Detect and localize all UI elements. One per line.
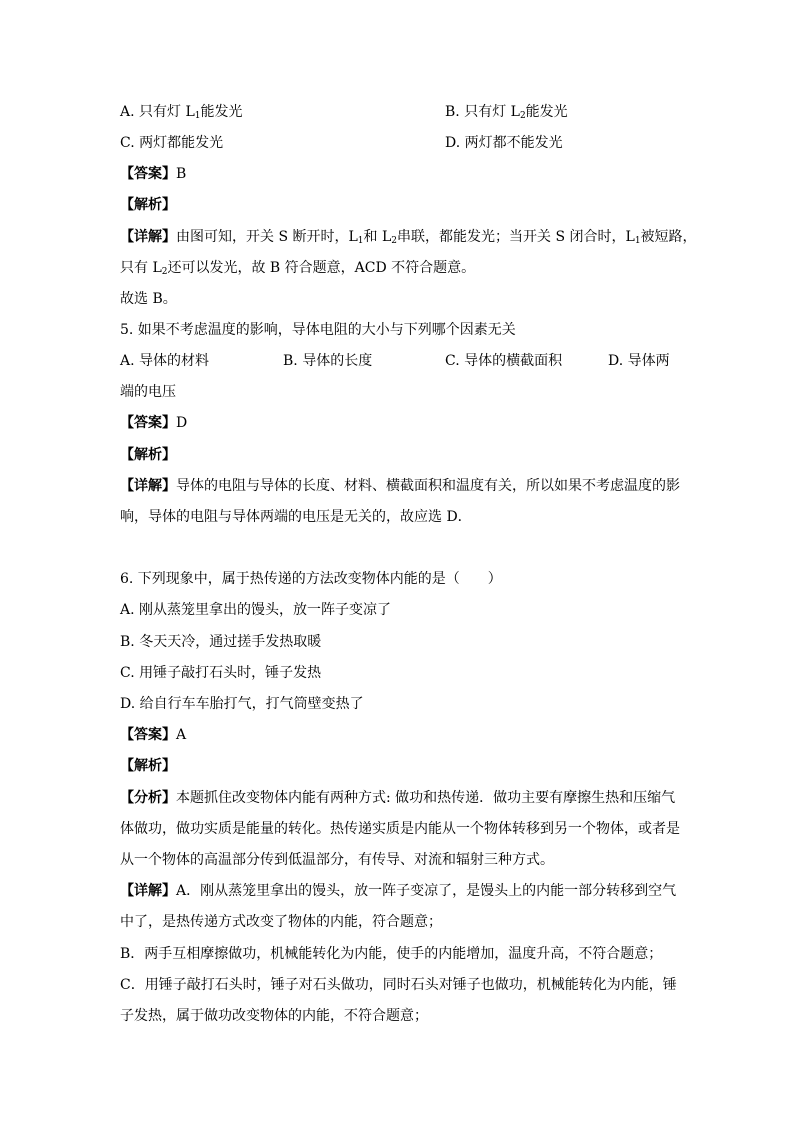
q6-analysis bbox=[120, 757, 176, 775]
q4-detail-line-2 bbox=[120, 259, 475, 277]
q4-detail-sub: 1 bbox=[634, 236, 641, 246]
q5-option-b: B. 导体的长度 bbox=[283, 353, 373, 369]
q5-analysis bbox=[120, 446, 176, 464]
q4-option-a bbox=[120, 103, 243, 121]
q6-detail-line-1 bbox=[120, 882, 676, 900]
q4-option-b-sub: 2 bbox=[519, 111, 526, 121]
q6-question: 6. 下列现象中，属于热传递的方法改变物体内能的是（ ） bbox=[120, 571, 502, 587]
q4-detail-text: 和 L bbox=[363, 229, 392, 245]
q4-option-b bbox=[445, 103, 568, 121]
fenxi-tag: 【分析】 bbox=[120, 790, 176, 806]
q4-option-b-text: B. 只有灯 L bbox=[445, 104, 520, 120]
q5-option-c: C. 导体的横截面积 bbox=[445, 353, 563, 369]
analysis-tag: 【解析】 bbox=[120, 197, 176, 213]
q4-detail-text: 串联，都能发光；当开关 S 闭合时，L bbox=[397, 229, 635, 245]
q4-option-b-suffix: 能发光 bbox=[525, 104, 568, 120]
q4-answer bbox=[120, 165, 186, 183]
q4-conclusion: 故选 B。 bbox=[120, 291, 177, 307]
q6-detail-line-5: 子发热，属于做功改变物体的内能，不符合题意； bbox=[120, 1008, 428, 1024]
q5-question: 5. 如果不考虑温度的影响，导体电阻的大小与下列哪个因素无关 bbox=[120, 322, 516, 338]
answer-value: B bbox=[176, 166, 187, 182]
q6-option-a: A. 刚从蒸笼里拿出的馒头，放一阵子变凉了 bbox=[120, 602, 392, 618]
q4-detail-text: 只有 L bbox=[120, 260, 162, 276]
q4-detail-text: 被短路， bbox=[640, 229, 697, 245]
q4-option-a-suffix: 能发光 bbox=[200, 104, 243, 120]
q4-option-a-text: A. 只有灯 L bbox=[120, 104, 195, 120]
analysis-tag: 【解析】 bbox=[120, 758, 176, 774]
q6-fenxi-text: 本题抓住改变物体内能有两种方式: 做功和热传递．做功主要有摩擦生热和压缩气 bbox=[176, 790, 676, 806]
q5-detail-line-1 bbox=[120, 477, 680, 495]
answer-value: D bbox=[176, 415, 188, 431]
analysis-tag: 【解析】 bbox=[120, 447, 176, 463]
detail-tag: 【详解】 bbox=[120, 229, 176, 245]
q4-option-a-sub: 1 bbox=[194, 111, 201, 121]
q6-option-b: B. 冬天天冷，通过搓手发热取暖 bbox=[120, 634, 322, 650]
q5-answer bbox=[120, 414, 187, 432]
answer-value: A bbox=[176, 727, 187, 743]
q4-detail-sub: 1 bbox=[357, 236, 364, 246]
q4-option-d: D. 两灯都不能发光 bbox=[445, 135, 563, 151]
answer-tag: 【答案】 bbox=[120, 727, 176, 743]
q4-detail-sub: 2 bbox=[161, 267, 168, 277]
q4-detail-line-1 bbox=[120, 228, 697, 246]
q6-option-c: C. 用锤子敲打石头时，锤子发热 bbox=[120, 665, 322, 681]
detail-tag: 【详解】 bbox=[120, 478, 176, 494]
q6-option-d: D. 给自行车车胎打气，打气筒壁变热了 bbox=[120, 696, 364, 712]
q6-fenxi-line-2: 体做功，做功实质是能量的转化。热传递实质是内能从一个物体转移到另一个物体，或者是 bbox=[120, 821, 680, 837]
q6-answer bbox=[120, 726, 186, 744]
q6-detail-text: A．刚从蒸笼里拿出的馒头，放一阵子变凉了，是馒头上的内能一部分转移到空气 bbox=[176, 883, 677, 899]
q6-detail-line-4: C．用锤子敲打石头时，锤子对石头做功，同时石头对锤子也做功，机械能转化为内能，锤 bbox=[120, 977, 677, 993]
q4-analysis bbox=[120, 196, 176, 214]
answer-tag: 【答案】 bbox=[120, 415, 176, 431]
q5-detail-line-2: 响，导体的电阻与导体两端的电压是无关的，故应选 D． bbox=[120, 509, 472, 525]
q5-option-a: A. 导体的材料 bbox=[120, 353, 210, 369]
q4-detail-sub: 2 bbox=[391, 236, 398, 246]
q4-detail-text: 还可以发光，故 B 符合题意，ACD 不符合题意。 bbox=[167, 260, 476, 276]
detail-tag: 【详解】 bbox=[120, 883, 176, 899]
answer-tag: 【答案】 bbox=[120, 166, 176, 182]
q5-detail-text: 导体的电阻与导体的长度、材料、横截面积和温度有关，所以如果不考虑温度的影 bbox=[176, 478, 680, 494]
q5-option-d-continued: 端的电压 bbox=[120, 384, 176, 400]
q6-detail-line-3: B．两手互相摩擦做功，机械能转化为内能，使手的内能增加，温度升高，不符合题意； bbox=[120, 946, 663, 962]
q5-option-d: D. 导体两 bbox=[608, 353, 670, 369]
q4-detail-text: 由图可知，开关 S 断开时，L bbox=[176, 229, 358, 245]
q6-fenxi-line-1 bbox=[120, 789, 675, 807]
q4-option-c: C. 两灯都能发光 bbox=[120, 135, 224, 151]
q6-fenxi-line-3: 从一个物体的高温部分传到低温部分，有传导、对流和辐射三种方式。 bbox=[120, 852, 554, 868]
q6-detail-line-2: 中了，是热传递方式改变了物体的内能，符合题意； bbox=[120, 914, 442, 930]
